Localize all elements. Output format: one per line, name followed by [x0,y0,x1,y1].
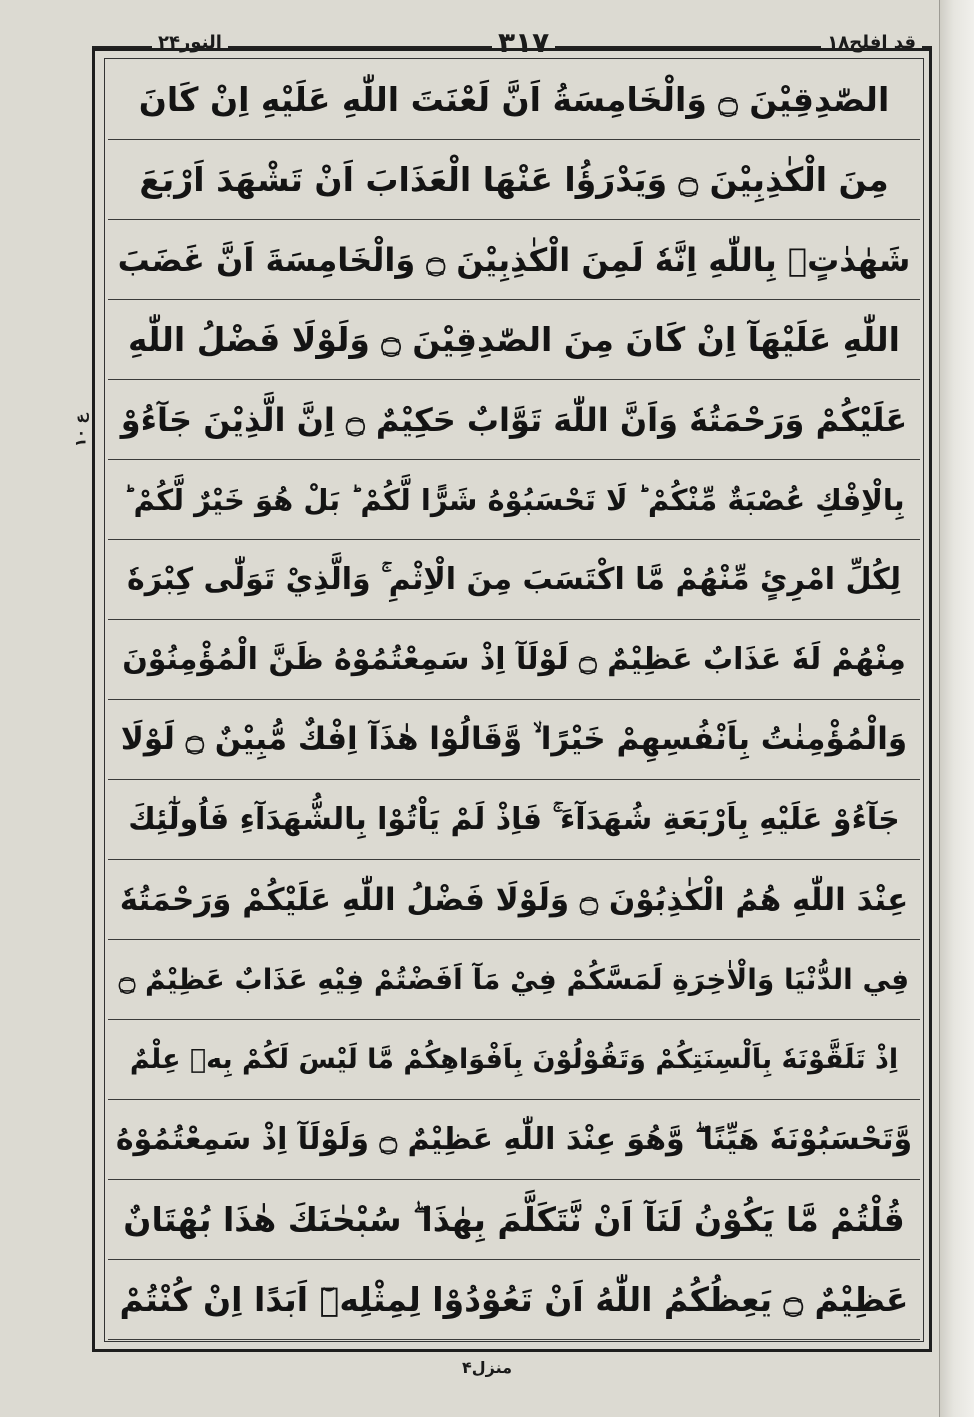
verse-line-text: اللّٰهِ عَلَيْهَآ اِنْ كَانَ مِنَ الصّٰدِقِيْنَ ۝ وَلَوْلَا فَضْلُ اللّٰهِ [128,320,900,359]
verse-line [108,540,920,620]
verse-line [108,620,920,700]
verse-line-text: مِنْهُمْ لَهٗ عَذَابٌ عَظِيْمٌ ۝ لَوْلَآ اِذْ سَمِعْتُمُوْهُ ظَنَّ الْمُؤْمِنُوْنَ [122,642,906,677]
verse-line [108,1020,920,1100]
verse-line [108,700,920,780]
page-footer [0,1352,974,1382]
verse-lines [108,60,920,1340]
book-spine [939,0,974,1417]
verse-line-text: جَآءُوْ عَلَيْهِ بِاَرْبَعَةِ شُهَدَآءَ ۚ فَاِذْ لَمْ يَاْتُوْا بِالشُّهَدَآءِ فَاُولٰٓئِكَ [128,802,900,837]
verse-line-text: شَهٰدٰتٍۭ بِاللّٰهِ اِنَّهٗ لَمِنَ الْكٰذِبِيْنَ ۝ وَالْخَامِسَةَ اَنَّ غَضَبَ [117,240,911,279]
verse-line [108,780,920,860]
ruku-marker [64,396,98,464]
verse-line [108,140,920,220]
juz-name: قد افلح۱۸ [821,32,922,53]
verse-line-text: عَظِيْمٌ ۝ يَعِظُكُمُ اللّٰهُ اَنْ تَعُوْدُوْا لِمِثْلِهٖٓ اَبَدًا اِنْ كُنْتُمْ [119,1280,909,1319]
verse-line-text: قُلْتُمْ مَّا يَكُوْنُ لَنَآ اَنْ نَّتَكَلَّمَ بِهٰذَا ۖ سُبْحٰنَكَ هٰذَا بُهْتَانٌ [123,1199,905,1239]
verse-line-text: لِكُلِّ امْرِئٍ مِّنْهُمْ مَّا اكْتَسَبَ مِنَ الْاِثْمِ ۚ وَالَّذِيْ تَوَلّٰى كِبْرَهٗ [126,562,901,597]
surah-name: النور۲۴ [152,32,228,53]
verse-line-text: عَلَيْكُمْ وَرَحْمَتُهٗ وَاَنَّ اللّٰهَ تَوَّابٌ حَكِيْمٌ ۝ اِنَّ الَّذِيْنَ جَآءُوْ [120,400,908,439]
verse-line-text: بِالْاِفْكِ عُصْبَةٌ مِّنْكُمْ ؕ لَا تَحْسَبُوْهُ شَرًّا لَّكُمْ ؕ بَلْ هُوَ خَيْرٌ لَّكُمْ ؕ [123,482,905,517]
verse-line-text: وَّتَحْسَبُوْنَهٗ هَيِّنًا ۖ وَّهُوَ عِنْدَ اللّٰهِ عَظِيْمٌ ۝ وَلَوْلَآ اِذْ سَمِعْتُمُوْهُ [115,1122,913,1157]
verse-line [108,940,920,1020]
manzil-label: منزل۴ [461,1357,513,1377]
verse-line [108,860,920,940]
verse-line [108,220,920,300]
verse-line-text: الصّٰدِقِيْنَ ۝ وَالْخَامِسَةُ اَنَّ لَعْنَتَ اللّٰهِ عَلَيْهِ اِنْ كَانَ [138,80,890,119]
verse-line [108,1100,920,1180]
verse-line [108,460,920,540]
verse-line-text: وَالْمُؤْمِنٰتُ بِاَنْفُسِهِمْ خَيْرًا ۙ وَّقَالُوْا هٰذَآ اِفْكٌ مُّبِيْنٌ ۝ لَوْلَا [120,721,908,757]
verse-line [108,1180,920,1260]
verse-line-text: عِنْدَ اللّٰهِ هُمُ الْكٰذِبُوْنَ ۝ وَلَوْلَا فَضْلُ اللّٰهِ عَلَيْكُمْ وَرَحْمَتُهٗ [119,881,909,918]
verse-line-text: فِي الدُّنْيَا وَالْاٰخِرَةِ لَمَسَّكُمْ فِيْ مَآ اَفَضْتُمْ فِيْهِ عَذَابٌ عَظِيْمٌ ۝ [118,963,910,996]
verse-line [108,380,920,460]
verse-line-text: اِذْ تَلَقَّوْنَهٗ بِاَلْسِنَتِكُمْ وَتَقُوْلُوْنَ بِاَفْوَاهِكُمْ مَّا لَيْسَ لَكُمْ بِهٖ عِلْمٌ [129,1044,899,1075]
verse-line [108,300,920,380]
verse-line [108,1260,920,1340]
verse-line [108,60,920,140]
page-number: ۳۱۷ [492,26,555,59]
verse-line-text: مِنَ الْكٰذِبِيْنَ ۝ وَيَدْرَؤُا عَنْهَا الْعَذَابَ اَنْ تَشْهَدَ اَرْبَعَ [139,160,889,199]
ruku-label: ع ۱۰ [71,413,90,447]
